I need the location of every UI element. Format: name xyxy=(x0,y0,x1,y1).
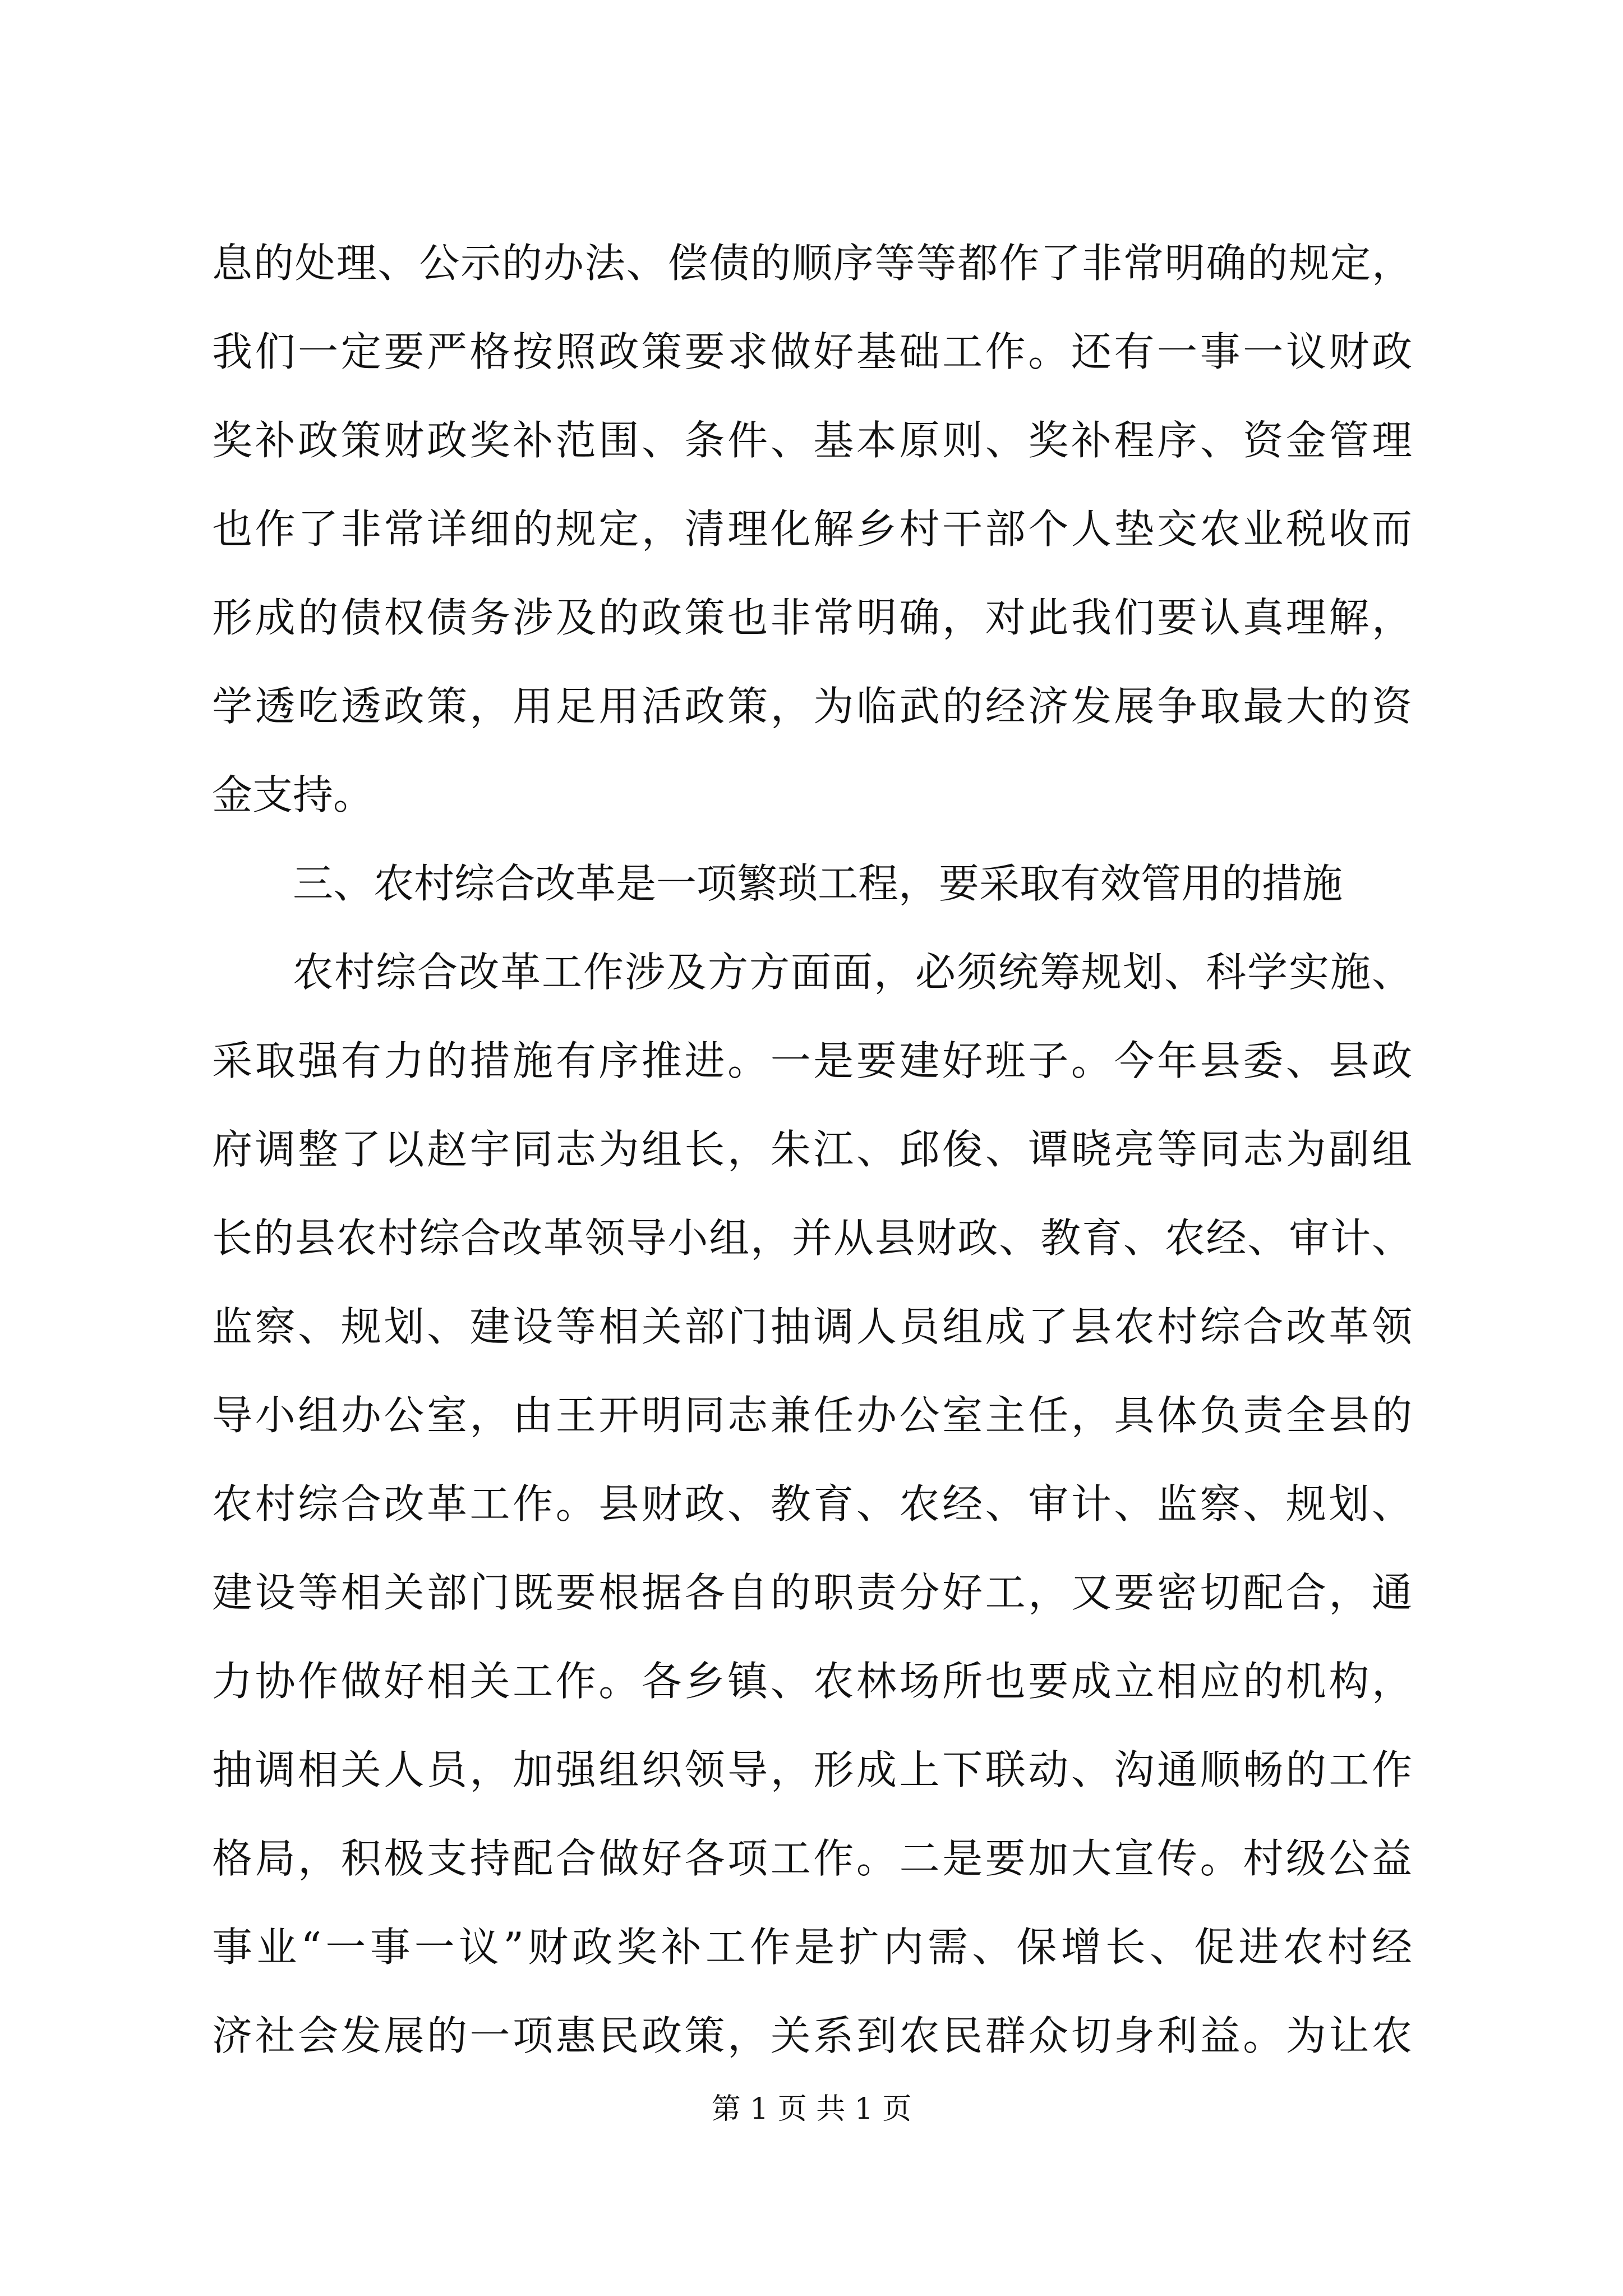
text-line: 息的处理、公示的办法、偿债的顺序等等都作了非常明确的规定， xyxy=(212,240,1412,287)
text-line: 形成的债权债务涉及的政策也非常明确，对此我们要认真理解， xyxy=(212,594,1412,641)
paragraph-first-line: 农村综合改革工作涉及方方面面，必须统筹规划、科学实施、 xyxy=(293,949,1412,996)
page-number: 第 1 页 共 1 页 xyxy=(711,2092,912,2126)
text-line: 长的县农村综合改革领导小组，并从县财政、教育、农经、审计、 xyxy=(212,1214,1412,1262)
text-line: 也作了非常详细的规定，清理化解乡村干部个人垫交农业税收而 xyxy=(212,505,1412,553)
text-line: 金支持。 xyxy=(212,771,374,818)
text-line: 事业“一事一议”财政奖补工作是扩内需、保增长、促进农村经 xyxy=(212,1924,1412,1971)
text-line: 济社会发展的一项惠民政策，关系到农民群众切身利益。为让农 xyxy=(212,2012,1412,2059)
text-line: 力协作做好相关工作。各乡镇、农林场所也要成立相应的机构， xyxy=(212,1658,1412,1705)
text-line: 格局，积极支持配合做好各项工作。二是要加大宣传。村级公益 xyxy=(212,1835,1412,1882)
text-line: 奖补政策财政奖补范围、条件、基本原则、奖补程序、资金管理 xyxy=(212,417,1412,464)
text-line: 采取强有力的措施有序推进。一是要建好班子。今年县委、县政 xyxy=(212,1037,1412,1084)
section-heading: 三、农村综合改革是一项繁琐工程，要采取有效管用的措施 xyxy=(293,860,1343,907)
text-line: 农村综合改革工作。县财政、教育、农经、审计、监察、规划、 xyxy=(212,1480,1412,1527)
text-line: 学透吃透政策，用足用活政策，为临武的经济发展争取最大的资 xyxy=(212,683,1412,730)
text-line: 监察、规划、建设等相关部门抽调人员组成了县农村综合改革领 xyxy=(212,1303,1412,1350)
page-footer xyxy=(0,2087,1623,2132)
text-line: 建设等相关部门既要根据各自的职责分好工，又要密切配合，通 xyxy=(212,1569,1412,1616)
body-text xyxy=(212,219,1412,2080)
text-line: 导小组办公室，由王开明同志兼任办公室主任，具体负责全县的 xyxy=(212,1392,1412,1439)
text-line: 府调整了以赵宇同志为组长，朱江、邱俊、谭晓亮等同志为副组 xyxy=(212,1126,1412,1173)
text-line: 我们一定要严格按照政策要求做好基础工作。还有一事一议财政 xyxy=(212,328,1412,375)
text-line: 抽调相关人员，加强组织领导，形成上下联动、沟通顺畅的工作 xyxy=(212,1746,1412,1793)
